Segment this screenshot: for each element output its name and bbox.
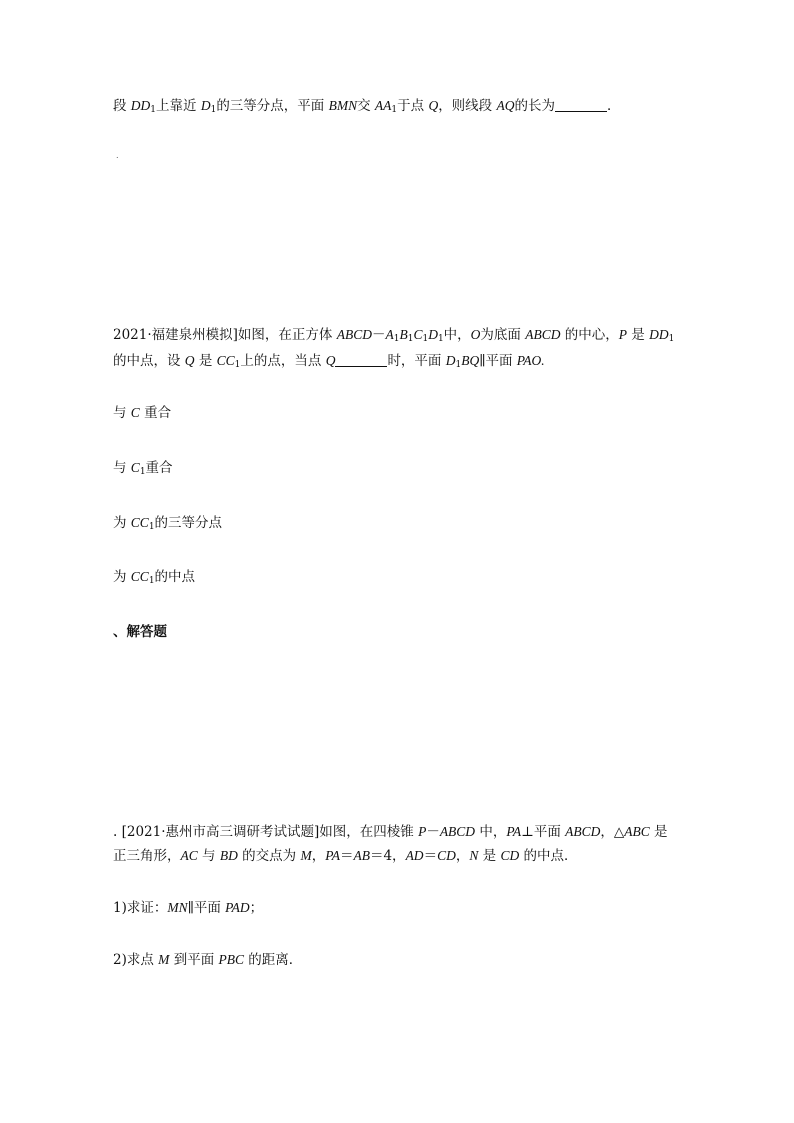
answer-blank [335,354,387,367]
q3-text: ； [249,900,264,916]
q2-sub: 1 [668,334,675,344]
q3-var: BD [219,848,238,863]
q3-text: ，△ [600,824,625,840]
q3-var: PAD [225,900,250,915]
q2-var: Q [184,353,195,368]
q1-text: 的三等分点，平面 [216,98,329,114]
option-a [113,403,171,423]
q3-text: ＝ [423,848,438,864]
q3-var: ABC [624,824,650,839]
q1-text: 于点 [397,98,429,114]
option-c-var: CC [130,515,149,530]
q2-var: D [428,327,438,342]
q2-var: C [413,327,423,342]
q1-var-d: D [200,98,211,113]
option-c-text: 的三等分点 [154,515,223,531]
q2-var: Q [325,353,336,368]
q3-var: PBC [218,952,244,967]
option-a-var: C [130,405,140,420]
answer-blank [555,99,607,112]
option-b [113,458,173,478]
q3-var: P [418,824,427,839]
q1-var-dd: DD [130,98,151,113]
q2-var: CC [216,353,235,368]
option-b-var: C [130,460,140,475]
q3-var: CD [437,848,456,863]
question-3-line-1 [113,822,668,842]
q1-text: ，则线段 [438,98,497,114]
q2-text: 上的点，当点 [240,353,326,369]
q2-text: 的中点，设 [113,353,185,369]
q2-sub: 1 [422,334,429,344]
option-d [113,567,195,587]
q2-text: 的中心， [560,327,619,343]
q3-var: PA [325,848,340,863]
q2-sub: 1 [455,360,462,370]
q3-var: AD [405,848,424,863]
option-c-sub: 1 [148,522,155,532]
section-heading: 、解答题 [113,624,167,640]
q2-var: P [618,327,628,342]
q3-var: M [158,952,170,967]
q3-var: MN [167,900,188,915]
q3-text: － [426,824,440,840]
option-c [113,513,222,533]
q2-text: 为底面 [480,327,526,343]
q3-text: ⊥平面 [521,824,566,840]
q1-text: 交 [357,98,375,114]
q3-text: ＝4， [369,848,406,864]
option-a-text: 与 [113,405,131,421]
q3-text: 1)求证： [113,900,168,916]
q3-var: CD [500,848,520,863]
q2-var: DD [649,327,669,342]
q3-var: AC [180,848,198,863]
q1-text: ． [606,98,621,114]
option-c-text: 为 [113,515,131,531]
q2-text: 时，平面 [387,353,446,369]
q3-text: 的距离． [244,952,303,968]
q2-sub: 1 [234,360,241,370]
q3-var: AB [353,848,370,863]
q3-text: ＝ [339,848,354,864]
option-b-text: 与 [113,460,131,476]
q2-var: A [385,327,394,342]
q3-var: M [300,848,312,863]
q1-var-aa: AA [374,98,392,113]
q3-text: 是 [478,848,501,864]
q1-var-bmn: BMN [328,98,358,113]
question-2-line-1 [113,325,674,345]
question-1-line [113,96,620,116]
option-d-text: 为 [113,569,131,585]
q2-text: 中， [443,327,471,343]
q3-var: PA [506,824,522,839]
q3-text: 与 [197,848,220,864]
q2-sub: 1 [393,334,400,344]
q3-var: N [469,848,479,863]
q3-text: ， [311,848,326,864]
question-3-line-2 [113,846,578,866]
q3-text: 是 [649,824,668,840]
q3-var: ABCD [565,824,601,839]
q1-var-aq: AQ [496,98,515,113]
q3-text: 2)求点 [113,952,159,968]
q3-text: 中， [475,824,507,840]
option-a-text: 重合 [139,405,172,421]
option-d-text: 的中点 [154,569,196,585]
question-3-part-1 [113,898,263,918]
q2-text: － [371,327,386,343]
option-b-sub: 1 [139,467,146,477]
q3-text: ， [455,848,470,864]
q3-text: 正三角形， [113,848,181,864]
q1-text: 段 [113,98,131,114]
q2-var: B [399,327,408,342]
q2-var: D [445,353,456,368]
q1-var-q: Q [428,98,439,113]
q2-var: ABCD [336,327,372,342]
q2-var: BQ [461,353,480,368]
q2-text: 2021·福建泉州模拟]如图，在正方体 [113,327,337,343]
q3-text: 到平面 [169,952,219,968]
question-2-line-2 [113,351,545,371]
q2-var: ABCD [525,327,561,342]
q3-var: ABCD [439,824,476,839]
q3-text: 的中点． [519,848,578,864]
option-b-text: 重合 [145,460,173,476]
q1-text: 的长为 [514,98,555,114]
q2-sub: 1 [407,334,414,344]
q3-text: 的交点为 [237,848,301,864]
option-d-sub: 1 [148,576,155,586]
q1-text: 上靠近 [156,98,201,114]
q2-text: ∥平面 [479,353,517,369]
q3-text: . [2021·惠州市高三调研考试试题]如图，在四棱锥 [113,824,419,840]
q1-sub: 1 [210,105,217,115]
q3-text: ∥平面 [187,900,226,916]
q2-sub: 1 [437,334,444,344]
q1-sub: 1 [391,105,398,115]
q2-text: 是 [627,327,650,343]
stray-dot: . [116,151,119,160]
q2-var: O [470,327,481,342]
q2-var: PAO. [516,353,545,368]
q2-text: 是 [194,353,217,369]
q1-sub: 1 [150,105,157,115]
question-3-part-2 [113,950,302,970]
option-d-var: CC [130,569,149,584]
